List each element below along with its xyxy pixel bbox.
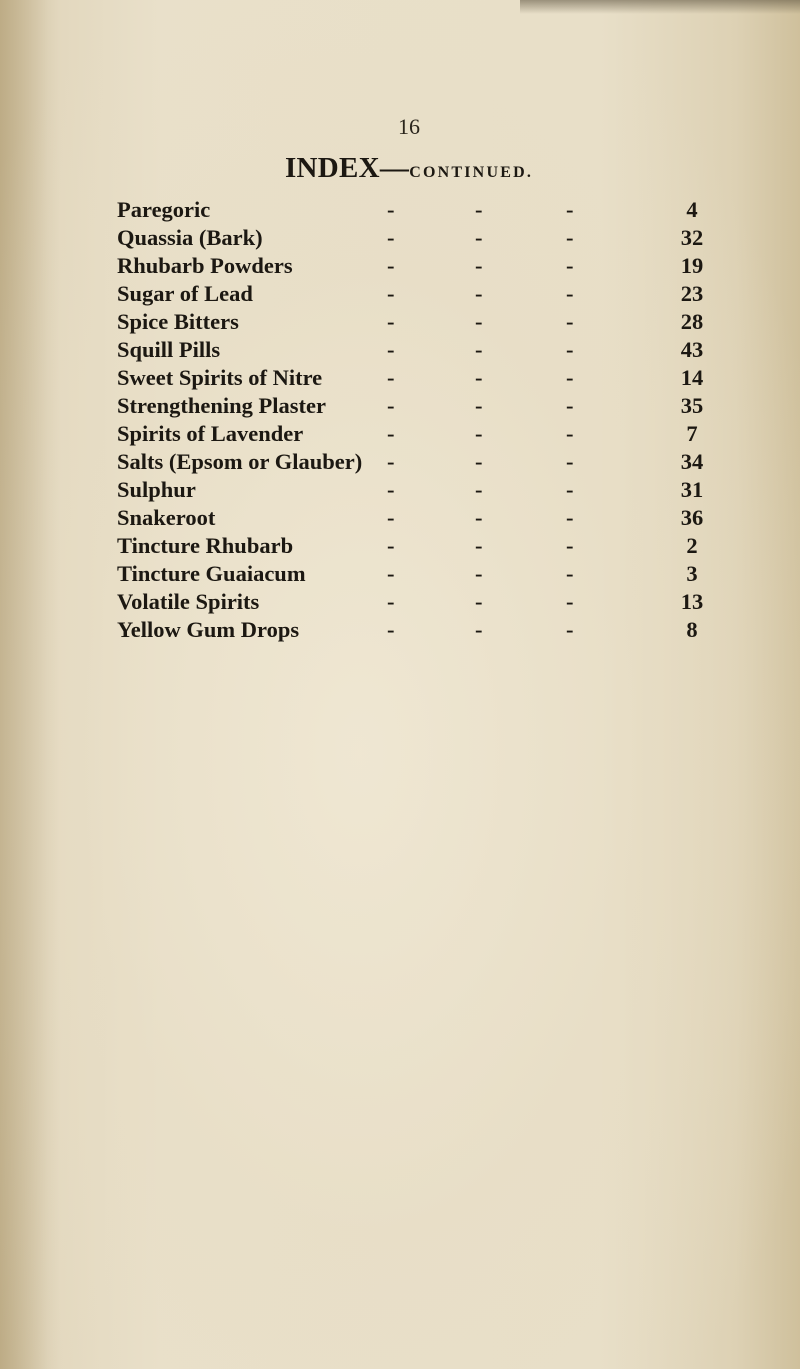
index-entry <box>117 616 717 644</box>
index-entry-label: Sulphur <box>117 477 196 502</box>
leader-dash: - <box>475 337 483 362</box>
index-entry <box>117 336 717 364</box>
index-entry-page-number: 14 <box>680 365 704 390</box>
leader-dash: - <box>387 337 395 362</box>
index-entry-page-number: 7 <box>686 421 698 446</box>
leader-dash: - <box>387 617 395 642</box>
index-entry-label: Paregoric <box>117 197 211 222</box>
leader-dash: - <box>475 253 483 278</box>
leader-dash: - <box>387 533 395 558</box>
index-entry <box>117 308 717 336</box>
index-heading-title: INDEX <box>284 152 380 184</box>
leader-dash: - <box>475 617 483 642</box>
index-entry <box>117 280 717 308</box>
index-entry <box>117 364 717 392</box>
index-entry-label: Squill Pills <box>117 337 221 362</box>
leader-dash: - <box>566 393 574 418</box>
leader-dash: - <box>566 449 574 474</box>
leader-dash: - <box>566 533 574 558</box>
leader-dash: - <box>566 365 574 390</box>
page-number: 16 <box>398 114 420 139</box>
leader-dash: - <box>566 253 574 278</box>
index-entry-page-number: 35 <box>680 393 704 418</box>
leader-dash: - <box>387 477 395 502</box>
leader-dash: - <box>566 337 574 362</box>
index-entry-page-number: 3 <box>686 561 698 586</box>
leader-dash: - <box>566 225 574 250</box>
leader-dash: - <box>566 197 574 222</box>
index-entry <box>117 532 717 560</box>
leader-dash: - <box>475 309 483 334</box>
leader-dash: - <box>387 197 395 222</box>
index-entry-label: Yellow Gum Drops <box>117 617 300 642</box>
index-entry <box>117 448 717 476</box>
leader-dash: - <box>475 533 483 558</box>
leader-dash: - <box>475 421 483 446</box>
leader-dash: - <box>475 561 483 586</box>
leader-dash: - <box>566 421 574 446</box>
index-entry <box>117 392 717 420</box>
leader-dash: - <box>475 281 483 306</box>
index-entry <box>117 252 717 280</box>
index-entry-label: Sugar of Lead <box>117 281 253 306</box>
index-entry <box>117 560 717 588</box>
leader-dash: - <box>475 449 483 474</box>
index-entry-page-number: 4 <box>686 197 698 222</box>
leader-dash: - <box>475 365 483 390</box>
index-entry-label: Strengthening Plaster <box>117 393 326 418</box>
index-entry-page-number: 13 <box>680 589 704 614</box>
leader-dash: - <box>566 617 574 642</box>
leader-dash: - <box>566 589 574 614</box>
index-entry <box>117 196 717 224</box>
leader-dash: - <box>387 393 395 418</box>
index-entry-label: Volatile Spirits <box>117 589 260 614</box>
index-heading-dash: — <box>379 152 410 184</box>
leader-dash: - <box>387 449 395 474</box>
index-entry <box>117 476 717 504</box>
index-entry-label: Spirits of Lavender <box>117 421 304 446</box>
index-entry-page-number: 31 <box>680 477 704 502</box>
leader-dash: - <box>475 197 483 222</box>
leader-dash: - <box>387 421 395 446</box>
leader-dash: - <box>387 505 395 530</box>
index-entry-page-number: 23 <box>680 281 704 306</box>
index-entry-page-number: 36 <box>680 505 704 530</box>
leader-dash: - <box>566 309 574 334</box>
leader-dash: - <box>475 589 483 614</box>
index-entry <box>117 504 717 532</box>
leader-dash: - <box>566 281 574 306</box>
index-heading-continued: CONTINUED. <box>409 164 534 181</box>
leader-dash: - <box>566 505 574 530</box>
index-entry-label: Spice Bitters <box>117 309 239 334</box>
index-entry-label: Quassia (Bark) <box>117 225 263 250</box>
index-entry-page-number: 2 <box>686 533 698 558</box>
index-entry-page-number: 19 <box>680 253 704 278</box>
index-entry-list <box>117 196 717 644</box>
index-entry-page-number: 8 <box>686 617 698 642</box>
leader-dash: - <box>387 365 395 390</box>
index-entry-page-number: 28 <box>680 309 704 334</box>
leader-dash: - <box>387 589 395 614</box>
leader-dash: - <box>566 477 574 502</box>
page-top-shadow <box>520 0 800 14</box>
leader-dash: - <box>566 561 574 586</box>
leader-dash: - <box>387 253 395 278</box>
leader-dash: - <box>387 281 395 306</box>
index-entry-label: Tincture Guaiacum <box>117 561 306 586</box>
index-entry <box>117 224 717 252</box>
leader-dash: - <box>475 225 483 250</box>
page-edge-stain <box>0 0 60 1369</box>
index-entry-page-number: 32 <box>680 225 704 250</box>
leader-dash: - <box>475 393 483 418</box>
leader-dash: - <box>475 505 483 530</box>
leader-dash: - <box>387 561 395 586</box>
index-entry-label: Salts (Epsom or Glauber) <box>117 449 363 474</box>
index-entry-page-number: 43 <box>680 337 704 362</box>
index-heading <box>0 152 800 185</box>
index-entry-label: Snakeroot <box>117 505 216 530</box>
index-entry <box>117 588 717 616</box>
index-entry <box>117 420 717 448</box>
index-entry-label: Tincture Rhubarb <box>117 533 294 558</box>
leader-dash: - <box>475 477 483 502</box>
index-entry-label: Sweet Spirits of Nitre <box>117 365 323 390</box>
leader-dash: - <box>387 309 395 334</box>
leader-dash: - <box>387 225 395 250</box>
index-entry-page-number: 34 <box>680 449 704 474</box>
index-entry-label: Rhubarb Powders <box>117 253 293 278</box>
